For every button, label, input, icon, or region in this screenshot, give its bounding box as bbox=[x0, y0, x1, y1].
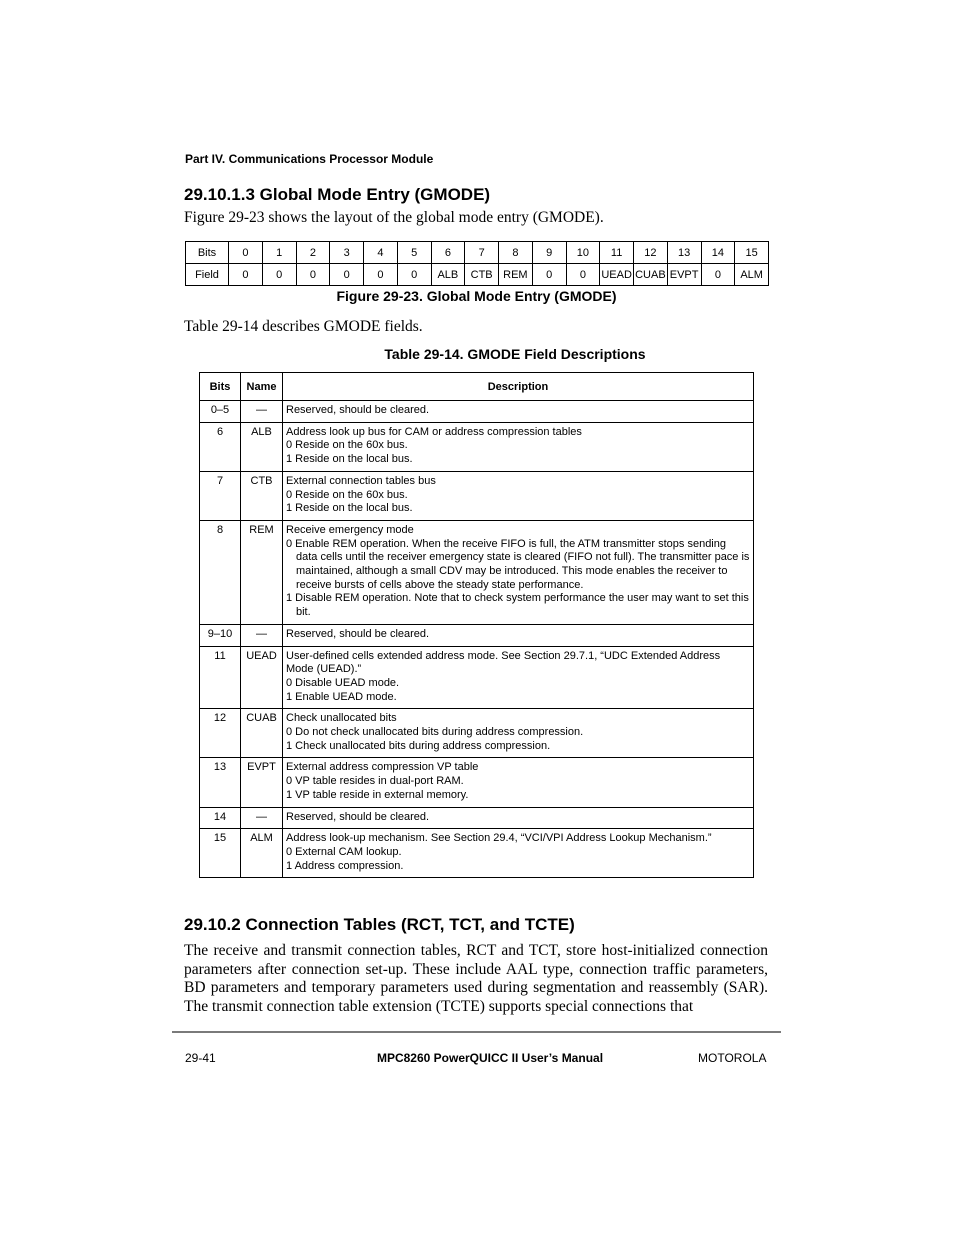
manual-title: MPC8260 PowerQUICC II User’s Manual bbox=[376, 1051, 604, 1065]
register-bit-1: 1 bbox=[262, 242, 296, 264]
description-line: 1 Reside on the local bus. bbox=[286, 453, 413, 466]
register-bits-label: Bits bbox=[186, 242, 229, 264]
description-line: 0 Reside on the 60x bus. bbox=[286, 439, 408, 452]
description-line: User-defined cells extended address mode. See Section 29.7.1, “UDC Extended Address Mode (UEAD).” bbox=[286, 649, 721, 676]
description-line: 1 Check unallocated bits during address compression. bbox=[286, 739, 551, 752]
register-field-label: Field bbox=[186, 264, 229, 286]
row-bits-cell: 9–10 bbox=[200, 624, 241, 646]
description-line: External address compression VP table bbox=[286, 761, 479, 774]
register-field-10: 0 bbox=[566, 264, 600, 286]
register-field-1: 0 bbox=[262, 264, 296, 286]
row-bits-cell: 15 bbox=[200, 829, 241, 878]
description-line: Check unallocated bits bbox=[286, 712, 397, 725]
description-line: Reserved, should be cleared. bbox=[286, 627, 430, 640]
row-description-cell bbox=[283, 471, 754, 520]
column-header-description: Description bbox=[283, 373, 754, 401]
description-line: Address look-up mechanism. See Section 29.4, “VCI/VPI Address Lookup Mechanism.” bbox=[286, 832, 712, 845]
column-header-bits: Bits bbox=[200, 373, 241, 401]
register-bit-3: 3 bbox=[330, 242, 364, 264]
register-bit-13: 13 bbox=[667, 242, 701, 264]
register-bit-9: 9 bbox=[532, 242, 566, 264]
register-bit-10: 10 bbox=[566, 242, 600, 264]
row-bits-cell: 11 bbox=[200, 646, 241, 709]
description-line: 0 Enable REM operation. When the receive FIFO is full, the ATM transmitter stops sending data cells until the receiver emergency state is cleared (FIFO not full). The transmitter pace is maintained, although a small CDV may be introduced. This mode enables the receiver to receive bursts of cells above the steady state performance. bbox=[286, 537, 750, 591]
row-bits-cell: 0–5 bbox=[200, 401, 241, 423]
description-line: 1 Disable REM operation. Note that to check system performance the user may want to set this bit. bbox=[286, 592, 749, 619]
register-bit-4: 4 bbox=[364, 242, 398, 264]
register-bit-14: 14 bbox=[701, 242, 735, 264]
register-field-8: REM bbox=[499, 264, 533, 286]
row-name-cell: — bbox=[241, 401, 283, 423]
register-field-13: EVPT bbox=[667, 264, 701, 286]
row-description-cell bbox=[283, 624, 754, 646]
row-name-cell: UEAD bbox=[241, 646, 283, 709]
description-line: 0 External CAM lookup. bbox=[286, 845, 402, 858]
brand-name: MOTOROLA bbox=[698, 1051, 767, 1065]
table-row bbox=[200, 829, 754, 878]
running-header: Part IV. Communications Processor Module bbox=[185, 152, 434, 166]
row-bits-cell: 7 bbox=[200, 471, 241, 520]
row-name-cell: — bbox=[241, 807, 283, 829]
column-header-name: Name bbox=[241, 373, 283, 401]
register-field-14: 0 bbox=[701, 264, 735, 286]
row-name-cell: — bbox=[241, 624, 283, 646]
row-description-cell bbox=[283, 709, 754, 758]
description-line: 0 Do not check unallocated bits during address compression. bbox=[286, 726, 584, 739]
table-row bbox=[200, 401, 754, 423]
register-field-0: 0 bbox=[229, 264, 263, 286]
register-bit-0: 0 bbox=[229, 242, 263, 264]
register-bits-row bbox=[186, 242, 769, 264]
register-field-2: 0 bbox=[296, 264, 330, 286]
row-name-cell: CUAB bbox=[241, 709, 283, 758]
register-bit-5: 5 bbox=[397, 242, 431, 264]
row-bits-cell: 8 bbox=[200, 520, 241, 624]
gmode-register-layout bbox=[185, 241, 769, 286]
table-row bbox=[200, 758, 754, 807]
row-description-cell bbox=[283, 807, 754, 829]
table-intro-text: Table 29-14 describes GMODE fields. bbox=[184, 318, 423, 335]
register-bit-7: 7 bbox=[465, 242, 499, 264]
register-field-9: 0 bbox=[532, 264, 566, 286]
description-line: Receive emergency mode bbox=[286, 523, 414, 536]
table-row bbox=[200, 807, 754, 829]
register-bit-6: 6 bbox=[431, 242, 465, 264]
register-field-7: CTB bbox=[465, 264, 499, 286]
connection-tables-paragraph: The receive and transmit connection tables, RCT and TCT, store host-initialized connection parameters after connection set-up. These include AAL type, connection traffic parameters, BD parameters and temporary parameters used during segmentation and reassembly (SAR). The transmit connection table extension (TCTE) supports special connections that bbox=[184, 942, 768, 1016]
description-line: 1 Reside on the local bus. bbox=[286, 502, 413, 515]
description-line: Reserved, should be cleared. bbox=[286, 810, 430, 823]
row-bits-cell: 14 bbox=[200, 807, 241, 829]
register-bit-8: 8 bbox=[499, 242, 533, 264]
register-field-6: ALB bbox=[431, 264, 465, 286]
description-line: External connection tables bus bbox=[286, 474, 436, 487]
row-name-cell: CTB bbox=[241, 471, 283, 520]
description-line: 0 VP table resides in dual-port RAM. bbox=[286, 775, 464, 788]
row-description-cell bbox=[283, 520, 754, 624]
row-bits-cell: 12 bbox=[200, 709, 241, 758]
register-bit-11: 11 bbox=[600, 242, 634, 264]
row-bits-cell: 6 bbox=[200, 422, 241, 471]
gmode-field-table bbox=[199, 372, 754, 878]
row-name-cell: ALM bbox=[241, 829, 283, 878]
table-row bbox=[200, 520, 754, 624]
row-name-cell: REM bbox=[241, 520, 283, 624]
footer-rule bbox=[172, 1031, 781, 1033]
row-name-cell: EVPT bbox=[241, 758, 283, 807]
table-header-row bbox=[200, 373, 754, 401]
register-field-15: ALM bbox=[735, 264, 769, 286]
table-row bbox=[200, 709, 754, 758]
description-line: Address look up bus for CAM or address compression tables bbox=[286, 425, 582, 438]
table-caption: Table 29-14. GMODE Field Descriptions bbox=[384, 346, 646, 362]
row-description-cell bbox=[283, 758, 754, 807]
gmode-intro-text: Figure 29-23 shows the layout of the global mode entry (GMODE). bbox=[184, 209, 604, 226]
page-number: 29-41 bbox=[185, 1051, 216, 1065]
description-line: Reserved, should be cleared. bbox=[286, 404, 430, 416]
figure-caption: Figure 29-23. Global Mode Entry (GMODE) bbox=[336, 288, 617, 304]
row-bits-cell: 13 bbox=[200, 758, 241, 807]
description-line: 0 Reside on the 60x bus. bbox=[286, 488, 408, 501]
register-field-11: UEAD bbox=[600, 264, 634, 286]
row-description-cell bbox=[283, 646, 754, 709]
section-heading-connection-tables: 29.10.2 Connection Tables (RCT, TCT, and TCTE) bbox=[184, 915, 575, 934]
register-field-row bbox=[186, 264, 769, 286]
table-row bbox=[200, 471, 754, 520]
description-line: 1 Enable UEAD mode. bbox=[286, 690, 397, 703]
row-description-cell bbox=[283, 829, 754, 878]
register-field-4: 0 bbox=[364, 264, 398, 286]
register-bit-2: 2 bbox=[296, 242, 330, 264]
register-field-12: CUAB bbox=[634, 264, 668, 286]
description-line: 1 Address compression. bbox=[286, 859, 404, 872]
register-bit-12: 12 bbox=[634, 242, 668, 264]
row-description-cell bbox=[283, 422, 754, 471]
register-bit-15: 15 bbox=[735, 242, 769, 264]
register-field-5: 0 bbox=[397, 264, 431, 286]
table-row bbox=[200, 624, 754, 646]
row-name-cell: ALB bbox=[241, 422, 283, 471]
register-field-3: 0 bbox=[330, 264, 364, 286]
table-row bbox=[200, 422, 754, 471]
description-line: 0 Disable UEAD mode. bbox=[286, 676, 400, 689]
table-row bbox=[200, 646, 754, 709]
description-line: 1 VP table reside in external memory. bbox=[286, 788, 469, 801]
section-heading-gmode: 29.10.1.3 Global Mode Entry (GMODE) bbox=[184, 185, 491, 204]
row-description-cell bbox=[283, 401, 754, 423]
